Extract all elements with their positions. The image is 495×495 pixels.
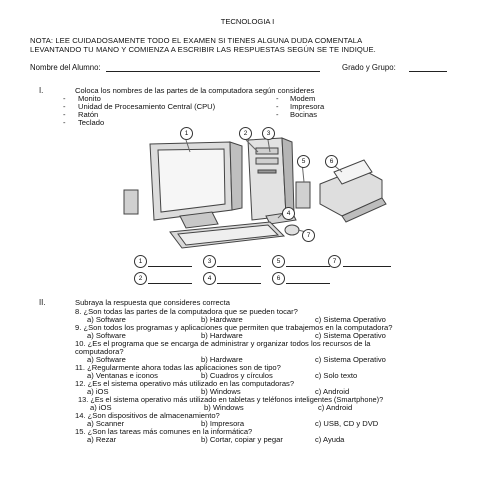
answer-blank-4[interactable] bbox=[217, 283, 261, 284]
callout-7: 7 bbox=[302, 229, 315, 242]
answer-label-3: 3 bbox=[203, 255, 216, 268]
callout-2: 2 bbox=[239, 127, 252, 140]
option-b[interactable]: b) Hardware bbox=[201, 355, 243, 364]
option-c[interactable]: c) Sistema Operativo bbox=[315, 315, 386, 324]
option-b[interactable]: b) Impresora bbox=[201, 419, 245, 428]
option-b[interactable]: b) Hardware bbox=[201, 315, 243, 324]
part-item: Bocinas bbox=[290, 110, 318, 119]
answer-label-4: 4 bbox=[203, 272, 216, 285]
question-10: 10. ¿Es el programa que se encarga de administrar y organizar todos los recursos de la bbox=[75, 339, 371, 348]
option-b[interactable]: b) Cortar, copiar y pegar bbox=[201, 435, 283, 444]
option-a[interactable]: a) Rezar bbox=[87, 435, 117, 444]
option-c[interactable]: c) Android bbox=[315, 387, 350, 396]
part-item: Modem bbox=[290, 94, 316, 103]
bullet: - bbox=[276, 94, 279, 103]
section-1-numeral: I. bbox=[39, 86, 44, 95]
note-line-1: NOTA: LEE CUIDADOSAMENTE TODO EL EXAMEN SI TIENES ALGUNA DUDA COMENTALA bbox=[30, 36, 363, 45]
section-1-instruction: Coloca los nombres de las partes de la computadora según consideres bbox=[75, 86, 315, 95]
answer-label-5: 5 bbox=[272, 255, 285, 268]
question-12: 12. ¿Es el sistema operativo más utilizado en las computadoras? bbox=[75, 379, 295, 388]
option-c[interactable]: c) Ayuda bbox=[315, 435, 345, 444]
callout-4: 4 bbox=[282, 207, 295, 220]
option-a[interactable]: a) Scanner bbox=[87, 419, 125, 428]
answer-blank-3[interactable] bbox=[217, 266, 261, 267]
mouse-image bbox=[285, 225, 299, 235]
callout-6: 6 bbox=[325, 155, 338, 168]
callout-5: 5 bbox=[297, 155, 310, 168]
student-name-label: Nombre del Alumno: bbox=[30, 63, 101, 72]
question-11: 11. ¿Regularmente ahora todas las aplicaciones son de tipo? bbox=[75, 363, 281, 372]
callout-1: 1 bbox=[180, 127, 193, 140]
option-a[interactable]: a) Ventanas e iconos bbox=[87, 371, 158, 380]
monitor-image bbox=[150, 142, 242, 228]
answer-blank-5[interactable] bbox=[286, 266, 330, 267]
answer-label-2: 2 bbox=[134, 272, 147, 285]
option-a[interactable]: a) iOS bbox=[90, 403, 112, 412]
part-item: Unidad de Procesamiento Central (CPU) bbox=[78, 102, 216, 111]
section-2-instruction: Subraya la respuesta que consideres correcta bbox=[75, 298, 230, 307]
bullet: - bbox=[63, 94, 66, 103]
option-b[interactable]: b) Hardware bbox=[201, 331, 243, 340]
answer-label-7: 7 bbox=[328, 255, 341, 268]
answer-blank-2[interactable] bbox=[148, 283, 192, 284]
computer-illustration bbox=[120, 124, 400, 254]
part-item: Ratón bbox=[78, 110, 99, 119]
option-c[interactable]: c) Solo texto bbox=[315, 371, 358, 380]
option-a[interactable]: a) Software bbox=[87, 315, 126, 324]
part-item: Teclado bbox=[78, 118, 105, 127]
option-c[interactable]: c) USB, CD y DVD bbox=[315, 419, 379, 428]
bullet: - bbox=[63, 118, 66, 127]
question-14: 14. ¿Son dispositivos de almacenamiento? bbox=[75, 411, 220, 420]
callout-3: 3 bbox=[262, 127, 275, 140]
printer-image bbox=[320, 160, 386, 222]
part-item: Monito bbox=[78, 94, 101, 103]
student-name-field[interactable] bbox=[106, 71, 320, 72]
note-line-2: LEVANTANDO TU MANO Y COMIENZA A ESCRIBIR LAS RESPUESTAS SEGÚN SE TE INDIQUE. bbox=[30, 45, 376, 54]
answer-blank-1[interactable] bbox=[148, 266, 192, 267]
answer-blank-7[interactable] bbox=[343, 266, 391, 267]
page-title: TECNOLOGIA I bbox=[220, 17, 275, 26]
option-c[interactable]: c) Android bbox=[318, 403, 353, 412]
bullet: - bbox=[276, 102, 279, 111]
answer-label-1: 1 bbox=[134, 255, 147, 268]
answer-label-6: 6 bbox=[272, 272, 285, 285]
question-13: 13. ¿Es el sistema operativo más utilizado en tabletas y teléfonos inteligentes (Smartphone)? bbox=[78, 395, 384, 404]
option-b[interactable]: b) Windows bbox=[201, 387, 241, 396]
question-15: 15. ¿Son las tareas más comunes en la informática? bbox=[75, 427, 253, 436]
option-b[interactable]: b) Windows bbox=[204, 403, 244, 412]
option-c[interactable]: c) Sistema Operativo bbox=[315, 355, 386, 364]
grade-group-label: Grado y Grupo: bbox=[342, 63, 396, 72]
bullet: - bbox=[63, 110, 66, 119]
bullet: - bbox=[276, 110, 279, 119]
option-b[interactable]: b) Cuadros y círculos bbox=[201, 371, 273, 380]
option-a[interactable]: a) Software bbox=[87, 331, 126, 340]
part-item: Impresora bbox=[290, 102, 325, 111]
option-a[interactable]: a) Software bbox=[87, 355, 126, 364]
question-9: 9. ¿Son todos los programas y aplicaciones que permiten que trabajemos en la computadora? bbox=[75, 323, 393, 332]
grade-group-field[interactable] bbox=[409, 71, 447, 72]
option-c[interactable]: c) Sistema Operativo bbox=[315, 331, 386, 340]
question-10-cont: computadora? bbox=[75, 347, 124, 356]
option-a[interactable]: a) iOS bbox=[87, 387, 109, 396]
question-8: 8. ¿Son todas las partes de la computadora que se pueden tocar? bbox=[75, 307, 298, 316]
bullet: - bbox=[63, 102, 66, 111]
answer-blank-6[interactable] bbox=[286, 283, 330, 284]
section-2-numeral: II. bbox=[39, 298, 46, 307]
